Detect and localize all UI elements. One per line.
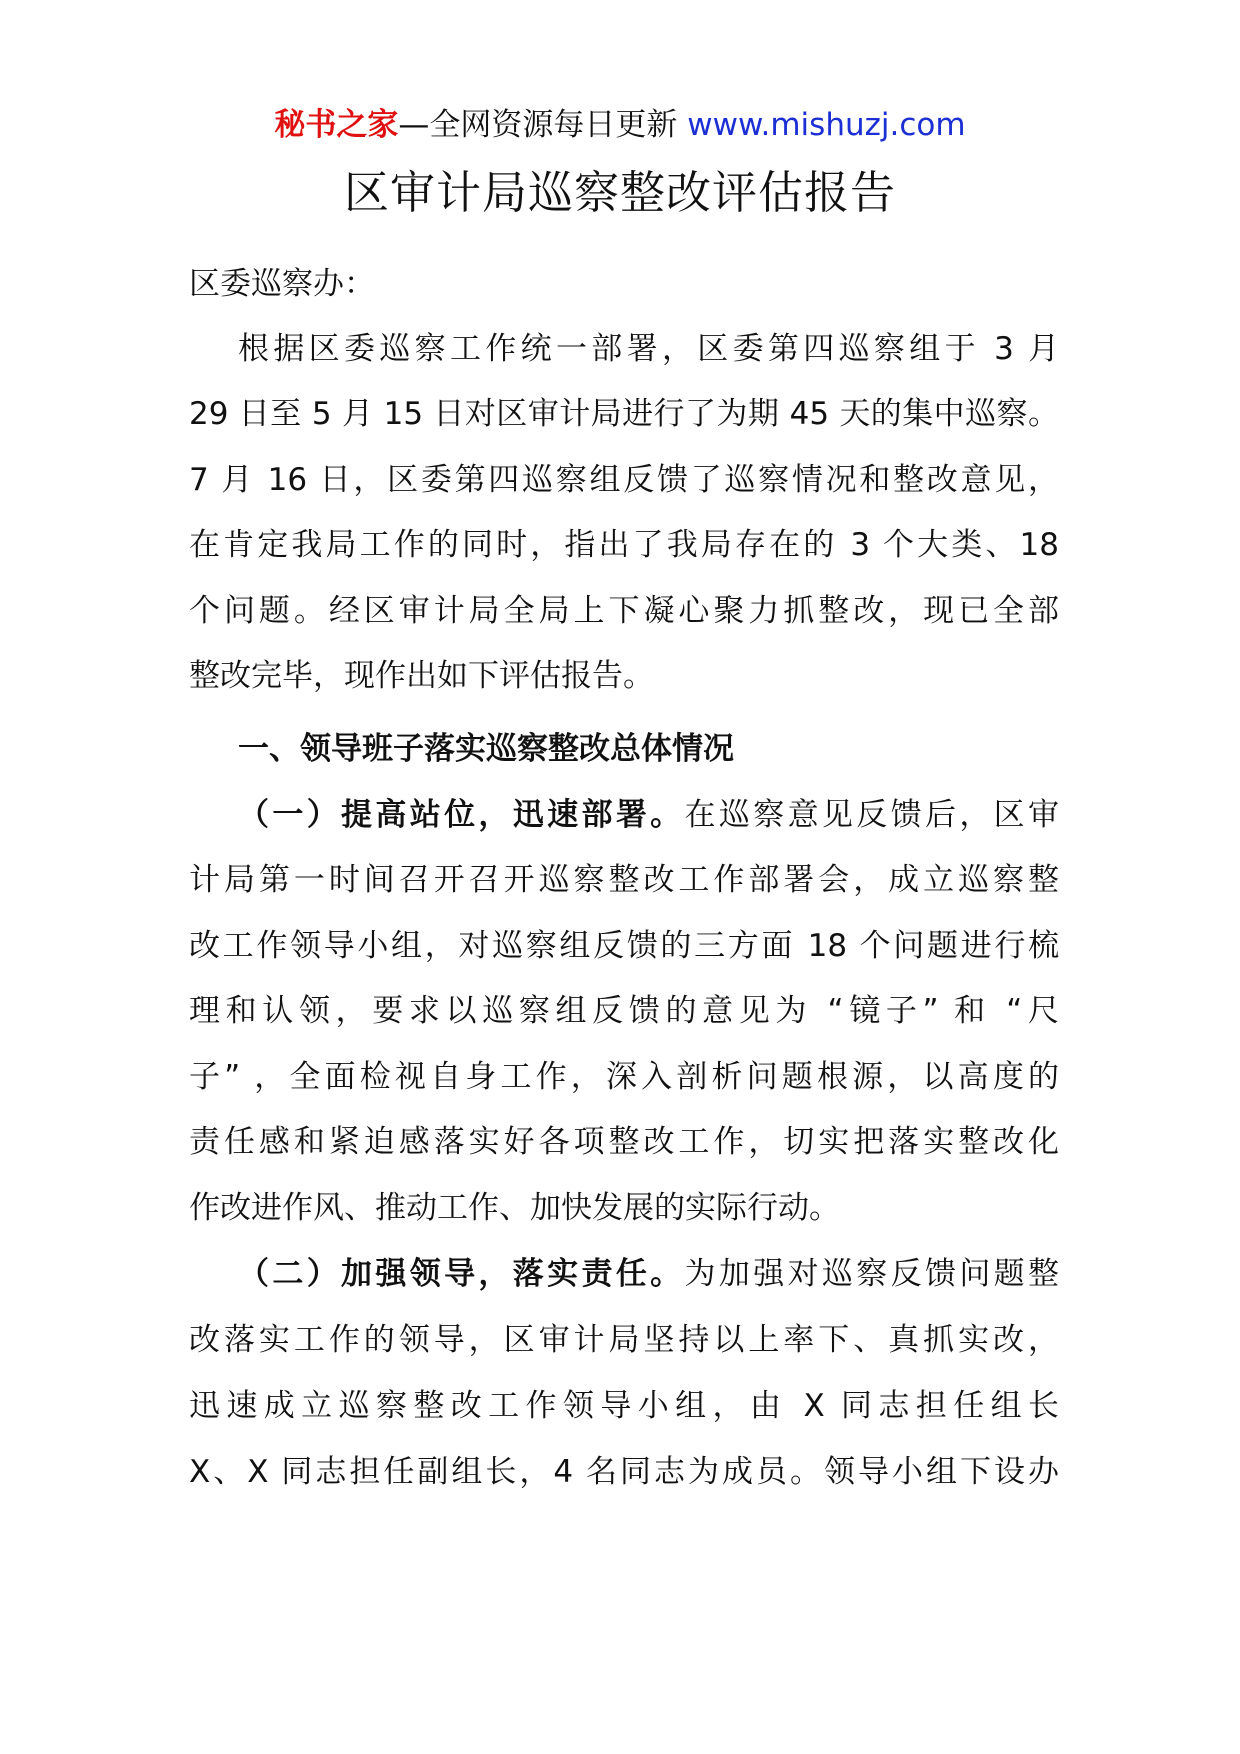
site-banner — [0, 103, 1240, 147]
addressee: 区委巡察办： — [189, 266, 375, 302]
paragraph-line: 根据区委巡察工作统一部署，区委第四巡察组于 3 月 — [238, 331, 1059, 367]
paragraph-line: 作改进作风、推动工作、加快发展的实际行动。 — [189, 1190, 840, 1226]
subsection-text: 为加强对巡察反馈问题整 — [684, 1256, 1060, 1292]
subsection-text: 在巡察意见反馈后，区审 — [684, 797, 1060, 833]
subsection-title: （一）提高站位，迅速部署。 — [238, 797, 685, 833]
banner-slogan: —全网资源每日更新 — [398, 107, 678, 143]
paragraph-line: 计局第一时间召开召开巡察整改工作部署会，成立巡察整 — [189, 862, 1059, 898]
paragraph-line: 改工作领导小组，对巡察组反馈的三方面 18 个问题进行梳 — [189, 928, 1059, 964]
subsection-title: （二）加强领导，落实责任。 — [238, 1256, 685, 1292]
document-title: 区审计局巡察整改评估报告 — [343, 166, 896, 219]
section-heading: 一、领导班子落实巡察整改总体情况 — [238, 731, 734, 767]
banner-url-link[interactable]: www.mishuzj.com — [687, 107, 966, 143]
paragraph-line: 29 日至 5 月 15 日对区审计局进行了为期 45 天的集中巡察。 — [189, 396, 1059, 432]
paragraph-line: 理和认领，要求以巡察组反馈的意见为 “镜子” 和 “尺 — [189, 993, 1059, 1029]
paragraph-line: X、X 同志担任副组长，4 名同志为成员。领导小组下设办 — [189, 1454, 1059, 1490]
paragraph-line: 整改完毕，现作出如下评估报告。 — [189, 658, 654, 694]
subsection-first-line — [238, 793, 1059, 837]
paragraph-line: 7 月 16 日，区委第四巡察组反馈了巡察情况和整改意见， — [189, 462, 1059, 498]
subsection-first-line — [238, 1252, 1059, 1296]
paragraph-line: 在肯定我局工作的同时，指出了我局存在的 3 个大类、18 — [189, 527, 1059, 563]
paragraph-line: 改落实工作的领导，区审计局坚持以上率下、真抓实改， — [189, 1322, 1059, 1358]
paragraph-line: 迅速成立巡察整改工作领导小组，由 X 同志担任组长 — [189, 1388, 1059, 1424]
banner-brand: 秘书之家 — [274, 107, 399, 143]
paragraph-line: 责任感和紧迫感落实好各项整改工作，切实把落实整改化 — [189, 1124, 1059, 1160]
paragraph-line: 子” ，全面检视自身工作，深入剖析问题根源，以高度的 — [189, 1059, 1059, 1095]
paragraph-line: 个问题。经区审计局全局上下凝心聚力抓整改，现已全部 — [189, 593, 1059, 629]
